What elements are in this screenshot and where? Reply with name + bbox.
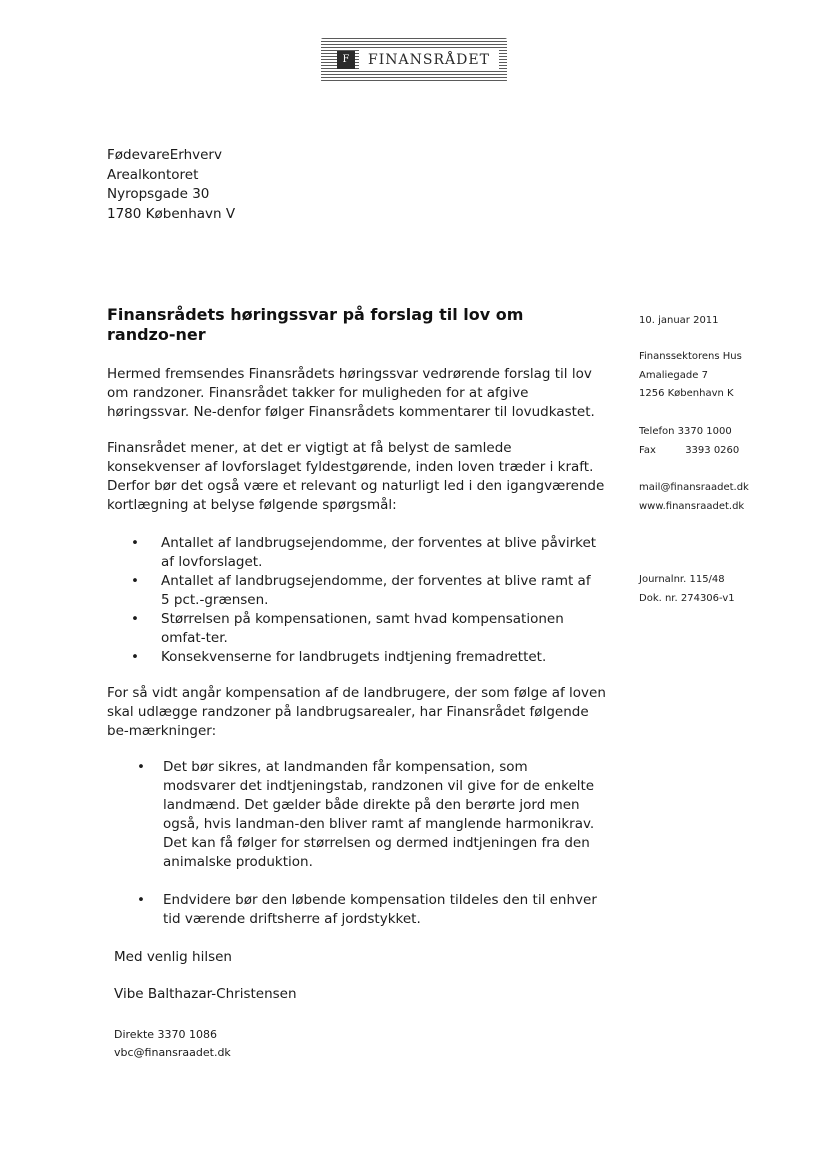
finansraadet-logo xyxy=(321,38,507,82)
logo-text: FINANSRÅDET xyxy=(359,50,499,70)
list-item xyxy=(107,648,607,667)
list-item-text: Endvidere bør den løbende kompensation tildeles den til enhver tid værende driftsherre af jordstykket. xyxy=(163,892,597,927)
document-reference xyxy=(639,571,735,608)
bullet-icon: • xyxy=(131,573,139,589)
sender-online xyxy=(639,479,749,516)
recipient-line: Arealkontoret xyxy=(107,166,199,183)
sender-address xyxy=(639,348,742,404)
phone-row xyxy=(639,423,739,442)
direct-phone: Direkte 3370 1086 xyxy=(114,1028,218,1041)
org-city: 1256 København K xyxy=(639,388,734,399)
list-item-text: Antallet af landbrugsejendomme, der forventes at blive påvirket af lovforslaget. xyxy=(161,535,597,570)
signer-contact xyxy=(114,1026,231,1062)
journal-number: Journalnr. 115/48 xyxy=(639,574,725,585)
recipient-line: FødevareErhverv xyxy=(107,147,222,163)
list-item xyxy=(107,534,607,572)
phone-number: 3370 1000 xyxy=(677,426,732,437)
bullet-icon: • xyxy=(137,759,145,775)
fax-label: Fax xyxy=(639,444,656,456)
list-item-text: Det bør sikres, at landmanden får kompensation, som modsvarer det indtjeningstab, randzonen vil give for de enkelte landmænd. Det gælder både direkte på den berørte jord men også, hvis landman-den bliver ramt af manglende harmonikrav. Det kan få følger for størrelsen og dermed indtjeningen fra den animalske produktion. xyxy=(163,759,595,870)
letter-title: Finansrådets høringssvar på forslag til lov om randzo-ner xyxy=(107,305,524,344)
recipient-line: Nyropsgade 30 xyxy=(107,186,210,202)
closing-salutation: Med venlig hilsen xyxy=(114,949,232,965)
recipient-address xyxy=(107,146,235,224)
recipient-line: 1780 København V xyxy=(107,205,236,222)
list-item-text: Størrelsen på kompensationen, samt hvad kompensationen omfat-ter. xyxy=(161,611,564,646)
fax-number: 3393 0260 xyxy=(685,444,740,456)
document-number: Dok. nr. 274306-v1 xyxy=(639,592,735,604)
bullet-icon: • xyxy=(131,611,139,627)
intro-paragraph: Hermed fremsendes Finansrådets høringssvar vedrørende forslag til lov om randzoner. Finansrådet takker for muligheden for at afgive høringssvar. Ne-denfor følger Finansrådets kommentarer til lovudkastet. xyxy=(107,366,595,420)
list-item xyxy=(107,572,607,610)
fax-row xyxy=(639,442,739,461)
remarks-list xyxy=(107,758,607,929)
compensation-paragraph: For så vidt angår kompensation af de landbrugere, der som følge af loven skal udlægge randzoner på landbrugsarealer, har Finansrådet følgende be-mærkninger: xyxy=(107,685,606,739)
sender-website[interactable]: www.finansraadet.dk xyxy=(639,500,745,512)
sender-phone-block xyxy=(639,423,739,460)
list-item xyxy=(107,758,607,872)
bullet-icon: • xyxy=(131,649,139,665)
org-street: Amaliegade 7 xyxy=(639,369,708,381)
letter-date: 10. januar 2011 xyxy=(639,315,719,326)
signer-email[interactable]: vbc@finansraadet.dk xyxy=(114,1046,231,1059)
questions-list xyxy=(107,534,607,667)
bullet-icon: • xyxy=(137,892,145,908)
bullet-icon: • xyxy=(131,535,139,551)
signer-name: Vibe Balthazar-Christensen xyxy=(114,986,297,1002)
opinion-paragraph: Finansrådet mener, at det er vigtigt at få belyst de samlede konsekvenser af lovforslaget fyldestgørende, inden loven træder i kraft. Derfor bør det også være et relevant og naturligt led i den igangværende kortlægning at belyse følgende spørgsmål: xyxy=(107,440,605,513)
phone-label: Telefon xyxy=(639,426,675,437)
list-item xyxy=(107,891,607,929)
org-name: Finanssektorens Hus xyxy=(639,351,742,362)
sender-email[interactable]: mail@finansraadet.dk xyxy=(639,482,749,493)
logo-letter: F xyxy=(337,51,355,69)
list-item xyxy=(107,610,607,648)
list-item-text: Konsekvenserne for landbrugets indtjening fremadrettet. xyxy=(161,649,547,665)
list-item-text: Antallet af landbrugsejendomme, der forventes at blive ramt af 5 pct.-grænsen. xyxy=(161,573,591,608)
